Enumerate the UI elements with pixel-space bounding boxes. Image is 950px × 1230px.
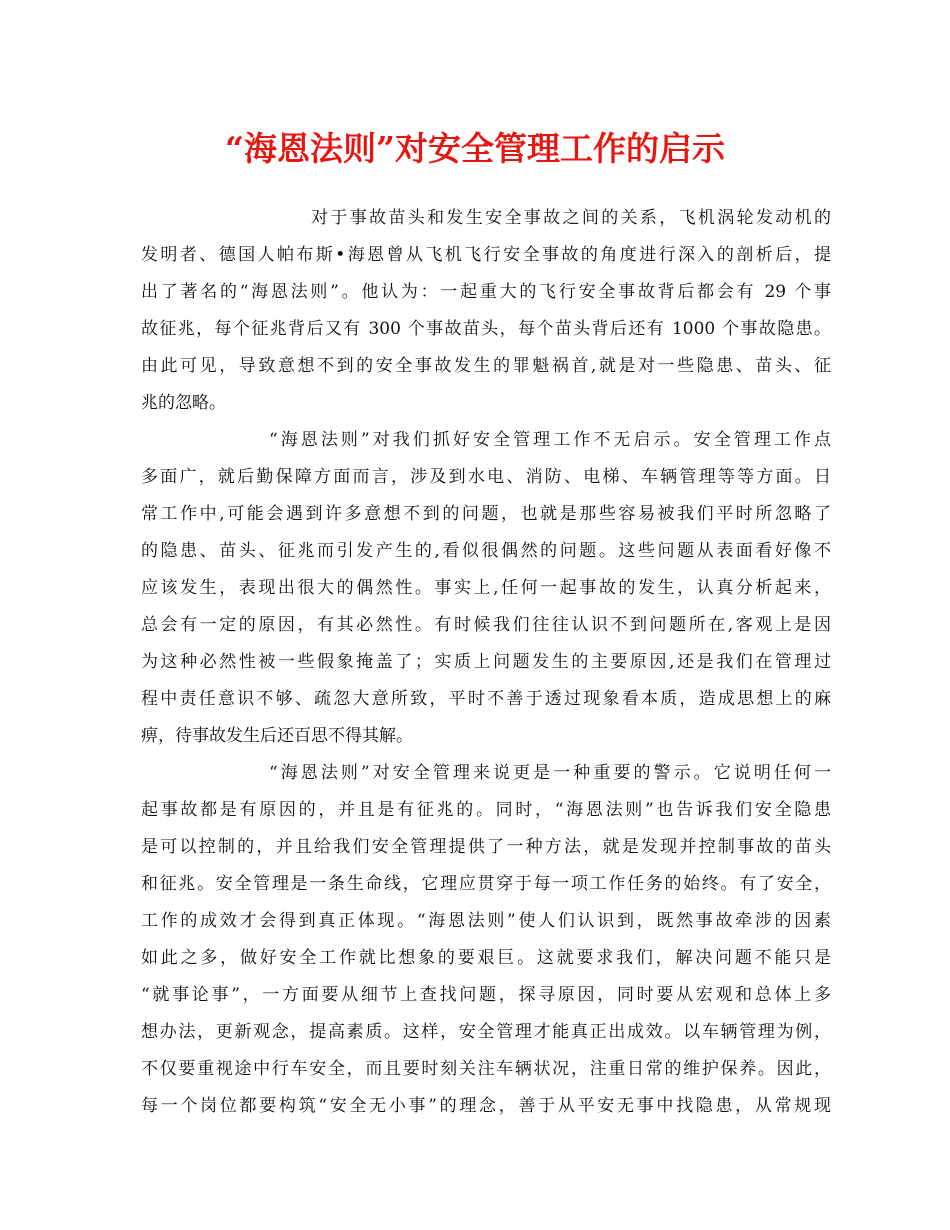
paragraph-3-line-6: 如此之多，做好安全工作就比想象的要艰巨。这就要求我们，解决问题不能只是: [141, 948, 831, 968]
paragraph-2-line-6: 总会有一定的原因，有其必然性。有时候我们往往认识不到问题所在,客观上是因: [141, 615, 831, 635]
paragraph-3-line-5: 工作的成效才会得到真正体现。“海恩法则”使人们认识到，既然事故牵涉的因素: [141, 911, 831, 931]
paragraph-2-line-1: “海恩法则”对我们抓好安全管理工作不无启示。安全管理工作点: [269, 430, 831, 450]
document-title: “海恩法则”对安全管理工作的启示: [225, 129, 725, 168]
paragraph-1-line-5: 由此可见，导致意想不到的安全事故发生的罪魁祸首,就是对一些隐患、苗头、征: [141, 356, 831, 376]
paragraph-3-line-2: 起事故都是有原因的，并且是有征兆的。同时，“海恩法则”也告诉我们安全隐患: [141, 800, 831, 820]
paragraph-2-line-8: 程中责任意识不够、疏忽大意所致，平时不善于透过现象看本质，造成思想上的麻: [141, 689, 831, 709]
paragraph-1-line-3: 出了著名的“海恩法则”。他认为：一起重大的飞行安全事故背后都会有 29 个事: [141, 282, 831, 302]
paragraph-2-line-5: 应该发生，表现出很大的偶然性。事实上,任何一起事故的发生，认真分析起来，: [141, 578, 831, 598]
paragraph-3-line-7: “就事论事”，一方面要从细节上查找问题，探寻原因，同时要从宏观和总体上多: [141, 985, 831, 1005]
paragraph-3-line-4: 和征兆。安全管理是一条生命线，它理应贯穿于每一项工作任务的始终。有了安全，: [141, 874, 831, 894]
paragraph-3-line-1: “海恩法则”对安全管理来说更是一种重要的警示。它说明任何一: [269, 763, 831, 783]
paragraph-3-line-8: 想办法，更新观念，提高素质。这样，安全管理才能真正出成效。以车辆管理为例，: [141, 1022, 831, 1042]
paragraph-3-line-9: 不仅要重视途中行车安全，而且要时刻关注车辆状况，注重日常的维护保养。因此，: [141, 1059, 831, 1079]
paragraph-1-line-2: 发明者、德国人帕布斯•海恩曾从飞机飞行安全事故的角度进行深入的剖析后，提: [141, 245, 831, 265]
document-body: [141, 206, 831, 1126]
paragraph-2-line-3: 常工作中,可能会遇到许多意想不到的问题，也就是那些容易被我们平时所忽略了: [141, 504, 831, 524]
paragraph-3-line-3: 是可以控制的，并且给我们安全管理提供了一种方法，就是发现并控制事故的苗头: [141, 837, 831, 857]
paragraph-1-line-1: 对于事故苗头和发生安全事故之间的关系，飞机涡轮发动机的: [311, 208, 831, 228]
paragraph-1-line-4: 故征兆，每个征兆背后又有 300 个事故苗头，每个苗头背后还有 1000 个事故隐患。: [141, 319, 831, 339]
paragraph-3-line-10: 每一个岗位都要构筑“安全无小事”的理念，善于从平安无事中找隐患，从常规现: [141, 1096, 831, 1116]
paragraph-2-line-2: 多面广，就后勤保障方面而言，涉及到水电、消防、电梯、车辆管理等等方面。日: [141, 467, 831, 487]
paragraph-2-line-9: 痹，待事故发生后还百思不得其解。: [141, 726, 413, 746]
paragraph-1-line-6: 兆的忽略。: [141, 393, 226, 413]
paragraph-2-line-7: 为这种必然性被一些假象掩盖了；实质上问题发生的主要原因,还是我们在管理过: [141, 652, 831, 672]
paragraph-2-line-4: 的隐患、苗头、征兆而引发产生的,看似很偶然的问题。这些问题从表面看好像不: [141, 541, 831, 561]
